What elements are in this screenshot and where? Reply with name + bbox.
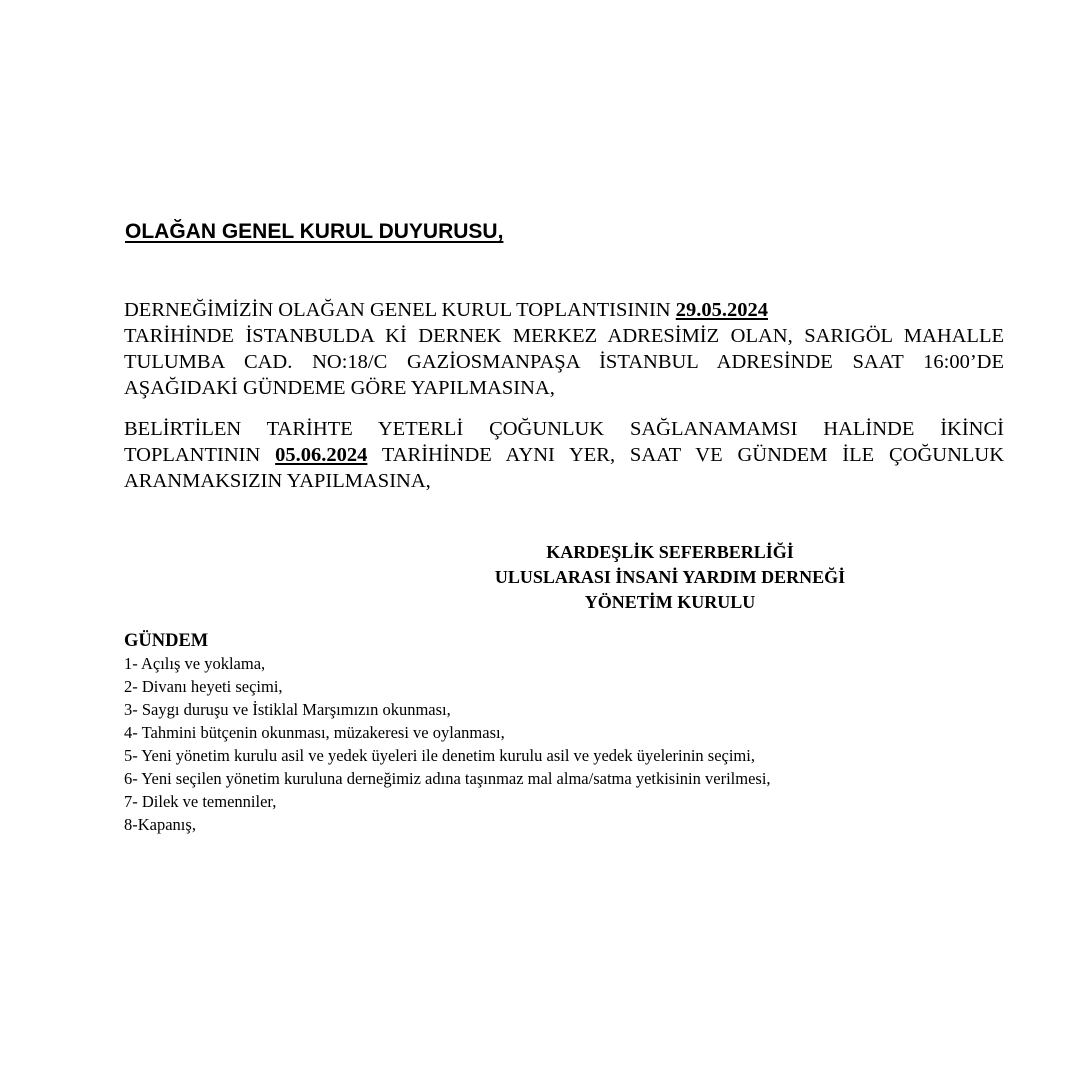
meeting-paragraph [124,297,1004,401]
paragraph2-line1: BELİRTİLEN TARİHTE YETERLİ ÇOĞUNLUK SAĞLANAMAMSI HALİNDE İKİNCİ [124,418,1004,440]
paragraph2-line2-prefix: TOPLANTININ [124,444,261,466]
agenda-item: 7- Dilek ve temenniler, [124,792,277,811]
signature-block [440,540,900,615]
agenda-item: 5- Yeni yönetim kurulu asil ve yedek üyeleri ile denetim kurulu asil ve yedek üyelerinin seçimi, [124,746,755,765]
agenda-list [124,652,771,836]
agenda-item: 3- Saygı duruşu ve İstiklal Marşımızın okunması, [124,700,451,719]
paragraph1-line1-text: DERNEĞİMİZİN OLAĞAN GENEL KURUL TOPLANTISININ [124,299,671,321]
agenda-title: GÜNDEM [124,631,209,651]
document-title [125,220,503,244]
paragraph2-line2-suffix: TARİHİNDE AYNI YER, SAAT VE GÜNDEM İLE ÇOĞUNLUK [381,444,1004,466]
paragraph1-line3: TULUMBA CAD. NO:18/C GAZİOSMANPAŞA İSTANBUL ADRESİNDE SAAT 16:00’DE [124,351,1004,373]
paragraph1-line4: AŞAĞIDAKİ GÜNDEME GÖRE YAPILMASINA, [124,377,555,399]
signature-line-2: ULUSLARASI İNSANİ YARDIM DERNEĞİ [494,567,846,587]
signature-line-3: YÖNETİM KURULU [584,592,756,612]
signature-line-1: KARDEŞLİK SEFERBERLİĞİ [546,542,794,562]
agenda-item: 1- Açılış ve yoklama, [124,654,266,673]
document-title-text: OLAĞAN GENEL KURUL DUYURUSU, [125,220,504,243]
first-meeting-date: 29.05.2024 [675,299,768,321]
agenda-item: 2- Divanı heyeti seçimi, [124,677,283,696]
paragraph2-line3: ARANMAKSIZIN YAPILMASINA, [124,470,431,492]
paragraph1-line2: TARİHİNDE İSTANBULDA Kİ DERNEK MERKEZ ADRESİMİZ OLAN, SARIGÖL MAHALLE [124,325,1004,347]
agenda-section [124,630,771,836]
paragraph1-line1 [124,297,1004,323]
second-meeting-date: 05.06.2024 [275,444,368,466]
paragraph2-line2 [124,442,1004,468]
agenda-item: 6- Yeni seçilen yönetim kuruluna derneğimiz adına taşınmaz mal alma/satma yetkisinin verilmesi, [124,769,771,788]
agenda-item: 8-Kapanış, [124,815,196,834]
second-meeting-paragraph [124,416,1004,494]
agenda-item: 4- Tahmini bütçenin okunması, müzakeresi ve oylanması, [124,723,505,742]
